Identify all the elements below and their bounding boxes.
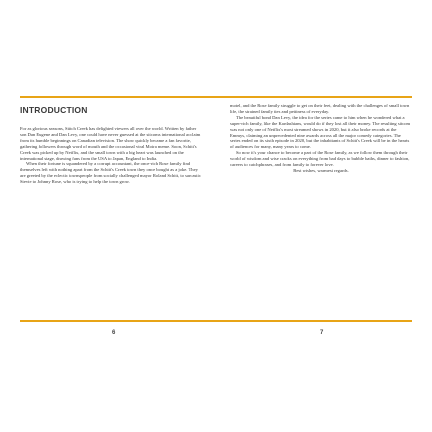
right-paragraph-3: So now it's your chance to become a part of the Rose family, as we follow them through their world of wisdom and wise cracks on everything from bad days to bubble baths, dinner to fashion, careers to catchphrases, and from family to forever love. — [230, 150, 410, 168]
right-text-column — [230, 103, 412, 174]
right-paragraph-signoff: Best wishes, warmest regards. — [293, 167, 349, 173]
top-divider-rule — [20, 96, 412, 98]
right-paragraph-2: The beautiful bond Dan Levy, the idea for the series came to him when he wondered what a super-rich family, like the Kardashians, would do if they lost all their money. The resulting sitcom was not only one of Netflix's most streamed shows in 2020, but it also broke records at the Emmys, claiming an unprecedented nine awards across all the major comedy categories. The series ended on its sixth episode in 2020, but the inhabitants of Schitt's Creek will be in the hearts of audiences for many, many years to come. — [230, 114, 411, 150]
left-text-column — [20, 126, 202, 185]
left-paragraph-2: When their fortune is squandered by a corrupt accountant, the once-rich Rose family find themselves left with nothing apart from the Schitt's Creek town they once bought as a joke. They are greeted by the eclectic townspeople from socially challenged mayor Roland Schitt, to sarcastic Stevie to Johnny Rose, who is trying to help the town grow. — [20, 161, 201, 185]
section-heading: INTRODUCTION — [20, 105, 88, 115]
right-page-number: 7 — [320, 330, 324, 336]
left-paragraph-1: For as glorious seasons, Stitch Creek has delighted viewers all over the world. Written by father son Dan Eugene and Dan Levy, one could have never guessed at the sitcoms international acclaim from its humble beginnings on Canadian television. The show quickly became a fan favorite, gathering followers through word of mouth and the occasional viral Moira meme. Soon, Schitt's Creek was picked up by Netflix, and the small town with a big heart was launched on the international stage, drawing fans from the USA to Japan, England to India. — [20, 126, 201, 161]
left-page-number: 6 — [112, 330, 116, 336]
right-paragraph-1: motel, and the Rose family struggle to get on their feet, dealing with the challenges of small town life, the strained family ties and pettiness of everyday. — [230, 103, 410, 114]
bottom-divider-rule — [20, 320, 412, 322]
